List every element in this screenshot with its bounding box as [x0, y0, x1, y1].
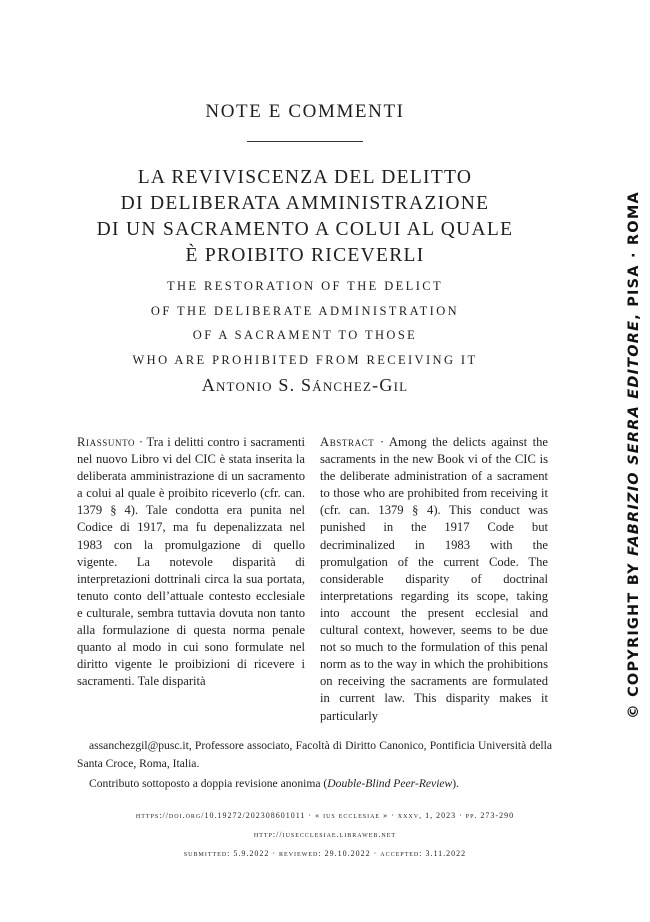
copyright-notice — [626, 191, 642, 719]
title-line: DI UN SACRAMENTO A COLUI AL QUALE — [96, 219, 514, 240]
title-line: È PROIBITO RICEVERLI — [185, 245, 425, 266]
publication-info — [0, 806, 650, 863]
abstract-italian — [77, 434, 305, 690]
abstract-english — [320, 434, 548, 725]
copyright-prefix: © COPYRIGHT BY — [626, 555, 642, 719]
copyright-publisher: FABRIZIO SERRA EDITORE — [626, 319, 642, 556]
review-dates: submitted: 5.9.2022 · reviewed: 29.10.2022 · accepted: 3.11.2022 — [183, 849, 467, 858]
peer-review-prefix: Contributo sottoposto a doppia revisione anonima ( — [89, 777, 328, 790]
subtitle-line: OF A SACRAMENT TO THOSE — [192, 328, 418, 342]
peer-review-type: Double-Blind Peer-Review — [327, 777, 453, 790]
copyright-suffix: , PISA · ROMA — [626, 191, 642, 320]
author-name: Antonio S. Sánchez-Gil — [201, 375, 409, 395]
title-line: LA REVIVISCENZA DEL DELITTO — [137, 167, 473, 188]
subtitle-line: THE RESTORATION OF THE DELICT — [166, 279, 444, 293]
peer-review-note — [77, 775, 552, 793]
peer-review-suffix: ). — [452, 777, 460, 790]
title-line: DI DELIBERATA AMMINISTRAZIONE — [120, 193, 490, 214]
subtitle-line: OF THE DELIBERATE ADMINISTRATION — [150, 303, 460, 318]
subtitle-line: WHO ARE PROHIBITED FROM RECEIVING IT — [132, 352, 478, 367]
abstract-italian-text: · Tra i delitti contro i sacramenti nel nuovo Libro vi del CIC è stata inserita la deliberata amministrazione di un sacramento a colui al quale è proibito riceverlo (cfr. can. 1379 § 4). Tale condotta era punita nel Codice di 1917, ma fu depenalizzata nel 1983 con la promulgazione di quello vigente. La notevole disparità di interpretazioni dottrinali circa la sua portata, tenuto conto dell’attuale contesto ecclesiale e culturale, sembra tuttavia dovuta non tanto alla formulazione di questa norma penale quanto al modo in cui sono formulate nel diritto vigente le proibizioni di ricevere i sacramenti. Tale disparità — [77, 435, 305, 689]
abstract-italian-label: Riassunto — [77, 435, 136, 449]
heading-divider — [247, 141, 363, 142]
author-affiliation: assanchezgil@pusc.it, Professore associato, Facoltà di Diritto Canonico, Pontificia Università della Santa Croce, Roma, Italia. — [77, 739, 552, 770]
article-subtitle — [0, 274, 610, 372]
doi-line: https://doi.org/10.19272/202308601011 · « ius ecclesiae » · xxxv, 1, 2023 · pp. 273-290 — [135, 811, 515, 820]
abstract-english-label: Abstract — [320, 435, 375, 449]
article-title — [0, 165, 610, 269]
copyright-sidebar — [623, 0, 645, 922]
author-footnote — [77, 737, 552, 793]
section-heading: NOTE E COMMENTI — [205, 101, 405, 122]
abstract-english-text: · Among the delicts against the sacraments in the new Book vi of the CIC is the deliberate administration of a sacrament to those who are prohibited from receiving it (cfr. can. 1379 § 4). This conduct was punished in the 1917 Code but decriminalized in 1983 with the promulgation of the current Code. The considerable disparity of doctrinal interpretations regarding its scope, taking into account the present ecclesial and cultural context, however, seems to be due not so much to the formulation of this penal norm as to the way in which the prohibitions on receiving the sacraments are formulated in current law. This disparity makes it particularly — [320, 435, 548, 723]
journal-url: http://iusecclesiae.libraweb.net — [253, 830, 397, 839]
